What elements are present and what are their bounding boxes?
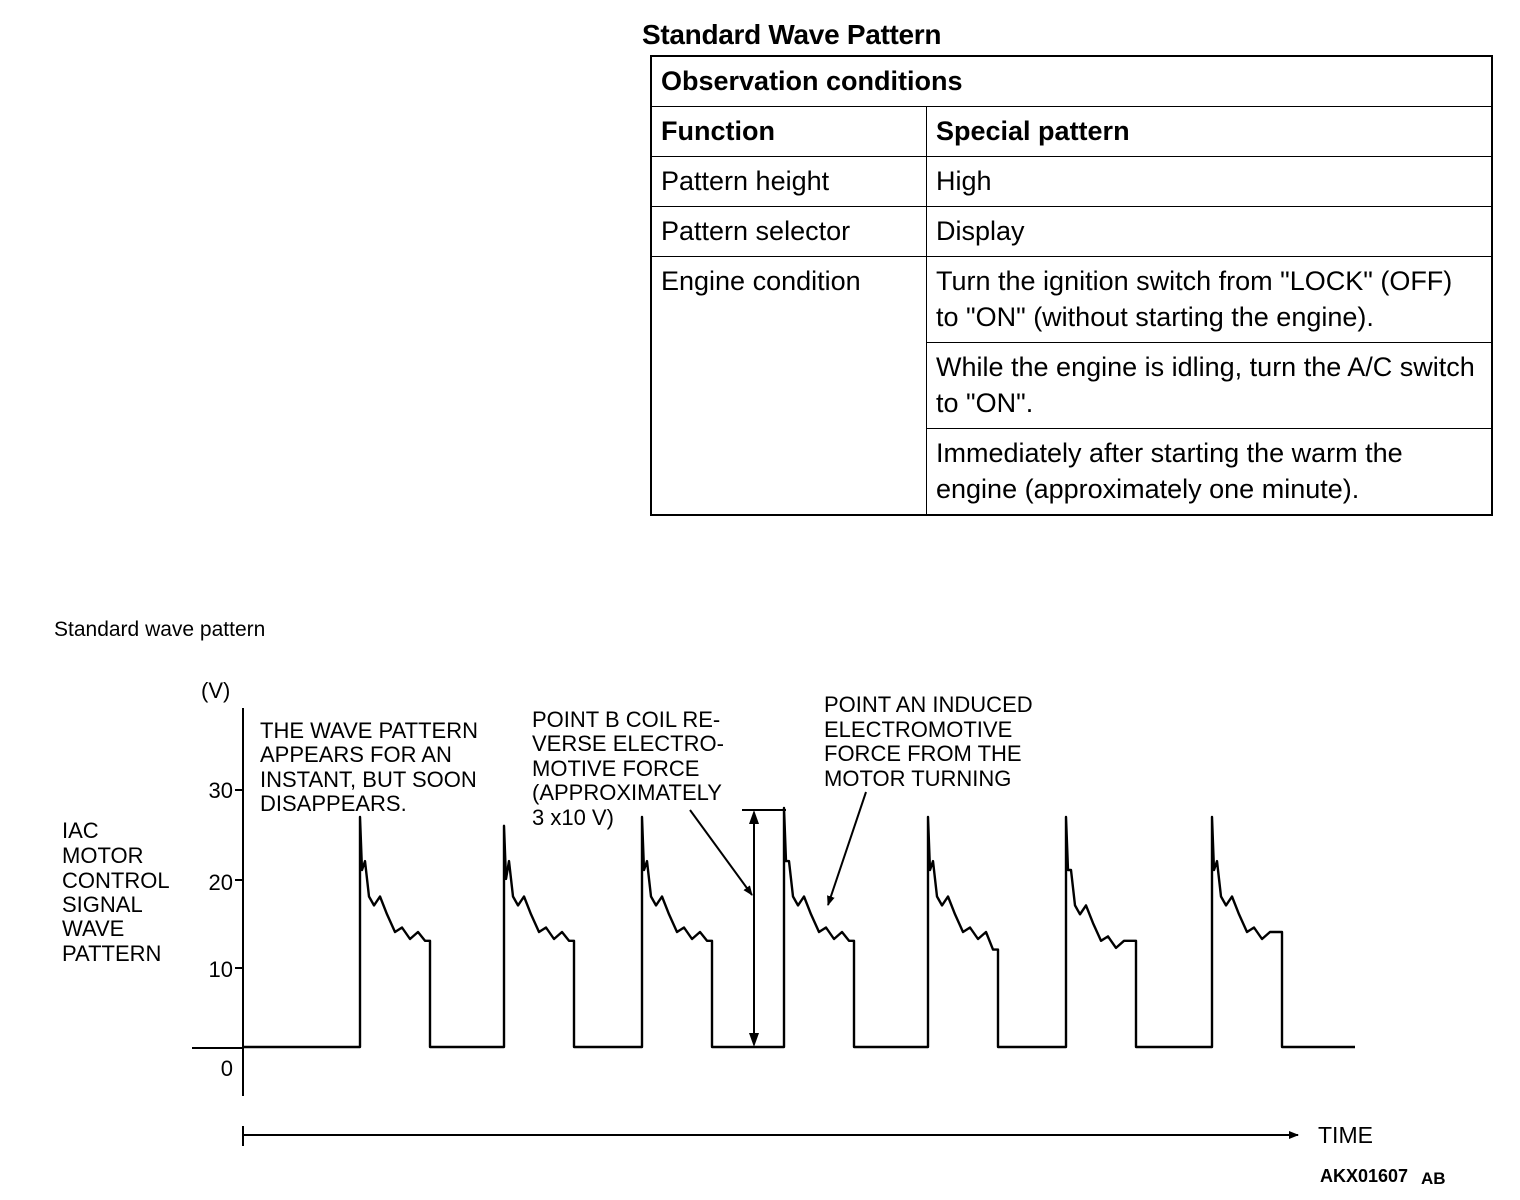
y-tick-label: 0: [220, 1056, 233, 1081]
dimension-arrow-up: [749, 810, 759, 824]
value-cell: While the engine is idling, turn the A/C switch to "ON".: [927, 343, 1493, 429]
point-a-arrow: [828, 792, 866, 905]
y-tick-label: 30: [208, 778, 233, 803]
time-axis-label: TIME: [1318, 1122, 1373, 1148]
table-header: Observation conditions: [651, 56, 1492, 107]
note-line: MOTOR TURNING: [824, 766, 1012, 791]
col-header-special-pattern: Special pattern: [927, 107, 1493, 157]
y-tick-label: 10: [208, 957, 233, 982]
y-axis-label-line: WAVE: [62, 916, 125, 941]
note-line: ELECTROMOTIVE: [824, 717, 1013, 742]
note-point-a: [824, 692, 1033, 791]
figure-code: AKX01607: [1320, 1166, 1409, 1186]
note-line: (APPROXIMATELY: [532, 780, 722, 805]
note-line: VERSE ELECTRO-: [532, 731, 724, 756]
signal-waveform: [243, 808, 1355, 1047]
note-line: POINT AN INDUCED: [824, 692, 1033, 717]
figure-suffix: AB: [1421, 1169, 1446, 1188]
note-line: INSTANT, BUT SOON: [260, 767, 477, 792]
note-line: THE WAVE PATTERN: [260, 718, 478, 743]
value-cell: Turn the ignition switch from "LOCK" (OFF) to "ON" (without starting the engine).: [927, 257, 1493, 343]
point-b-arrow: [690, 810, 752, 895]
diagram-caption: Standard wave pattern: [54, 618, 266, 641]
value-cell: Immediately after starting the warm the engine (approximately one minute).: [927, 429, 1493, 516]
table-title: Standard Wave Pattern: [642, 19, 942, 50]
function-cell: Pattern selector: [651, 207, 927, 257]
note-line: MOTIVE FORCE: [532, 756, 700, 781]
y-ticks: [209, 778, 243, 1081]
y-unit-label: (V): [201, 678, 231, 703]
note-line: FORCE FROM THE: [824, 741, 1022, 766]
y-axis-label-line: MOTOR: [62, 843, 144, 868]
y-axis-label: [62, 818, 170, 966]
y-axis-label-line: SIGNAL: [62, 892, 143, 917]
note-wave-appears: [260, 718, 478, 816]
col-header-function: Function: [651, 107, 927, 157]
value-cell: High: [927, 157, 1493, 207]
amplitude-dimension: [742, 810, 786, 1047]
y-axis-label-line: IAC: [62, 818, 99, 843]
function-cell: Pattern height: [651, 157, 927, 207]
waveform-trace: [243, 808, 1355, 1047]
y-axis-label-line: CONTROL: [62, 868, 170, 893]
dimension-arrow-down: [749, 1033, 759, 1047]
note-point-b: [532, 707, 724, 830]
function-cell: Engine condition: [651, 257, 927, 516]
y-axis-label-line: PATTERN: [62, 941, 162, 966]
value-cell: Display: [927, 207, 1493, 257]
note-line: 3 x10 V): [532, 805, 614, 830]
note-line: POINT B COIL RE-: [532, 707, 721, 732]
note-line: APPEARS FOR AN: [260, 742, 452, 767]
note-line: DISAPPEARS.: [260, 791, 407, 816]
y-tick-label: 20: [208, 870, 233, 895]
